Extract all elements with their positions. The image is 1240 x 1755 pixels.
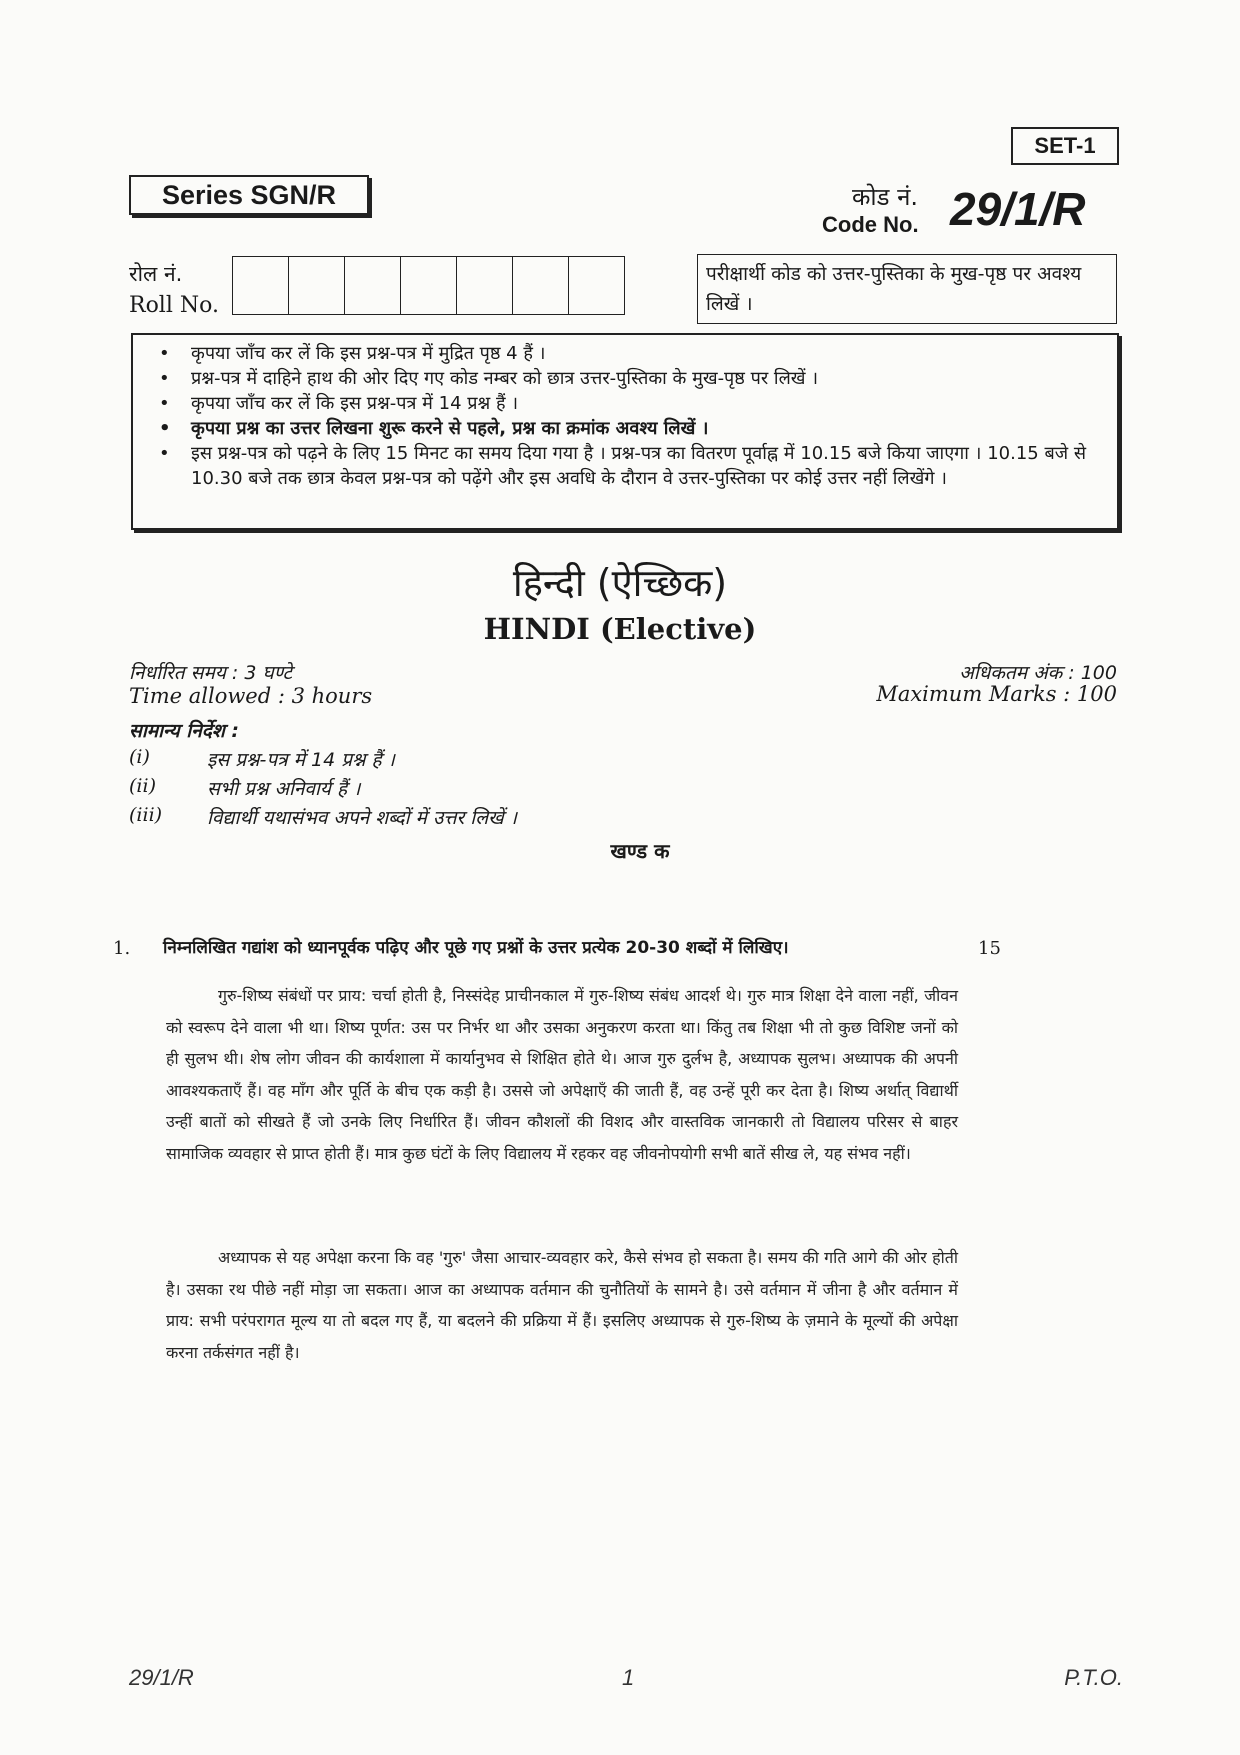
time-allowed-english: Time allowed : 3 hours: [129, 684, 373, 708]
general-instruction-number: (i): [129, 746, 150, 768]
general-instruction-item: [129, 775, 360, 801]
max-marks-hindi: अधिकतम अंक : 100: [959, 662, 1117, 684]
set-label: SET-1: [1011, 127, 1119, 165]
passage-paragraph-2: [166, 1242, 958, 1368]
question-number: 1.: [113, 938, 131, 959]
general-instruction-text: इस प्रश्न-पत्र में 14 प्रश्न हैं ।: [207, 749, 395, 771]
roll-digit-box[interactable]: [289, 257, 345, 314]
roll-digit-box[interactable]: [233, 257, 289, 314]
max-marks-english: Maximum Marks : 100: [876, 682, 1117, 706]
candidate-code-note: परीक्षार्थी कोड को उत्तर-पुस्तिका के मुख-पृष्ठ पर अवश्य लिखें ।: [697, 254, 1117, 324]
general-instruction-text: विद्यार्थी यथासंभव अपने शब्दों में उत्तर लिखें ।: [207, 807, 517, 829]
instructions-box: [131, 333, 1119, 530]
general-instruction-text: सभी प्रश्न अनिवार्य हैं ।: [207, 778, 361, 800]
time-allowed-hindi: निर्धारित समय : 3 घण्टे: [129, 662, 293, 684]
instructions-list: [147, 341, 1107, 491]
roll-label-hindi: रोल नं.: [129, 262, 183, 286]
general-instruction-item: [129, 746, 395, 772]
roll-digit-box[interactable]: [569, 257, 625, 314]
code-number: 29/1/R: [950, 183, 1086, 235]
instruction-item: • कृपया प्रश्न का उत्तर लिखना शुरू करने से पहले, प्रश्न का क्रमांक अवश्य लिखें ।: [147, 416, 1107, 441]
general-instructions-heading: सामान्य निर्देश :: [129, 720, 239, 742]
footer-pto: P.T.O.: [1064, 1665, 1123, 1690]
passage-paragraph-1: [166, 980, 958, 1169]
general-instruction-item: [129, 804, 517, 830]
footer-page-number: 1: [622, 1665, 635, 1690]
passage-text: अध्यापक से यह अपेक्षा करना कि वह 'गुरु' जैसा आचार-व्यवहार करे, कैसे संभव हो सकता है। समय की गति आगे की ओर होती है। उसका रथ पीछे नहीं मोड़ा जा सकता। आज का अध्यापक वर्तमान की चुनौतियों के सामने है। उसे वर्तमान में जीना है और वर्तमान में प्राय: सभी परंपरागत मूल्य या तो बदल गए हैं, या बदलने की प्रक्रिया में हैं। इसलिए अध्यापक से गुरु-शिष्य के ज़माने के मूल्यों की अपेक्षा करना तर्कसंगत नहीं है।: [166, 1248, 958, 1362]
passage-text: गुरु-शिष्य संबंधों पर प्राय: चर्चा होती है, निस्संदेह प्राचीनकाल में गुरु-शिष्य संबंध आदर्श थे। गुरु मात्र शिक्षा देने वाला नहीं, जीवन को स्वरूप देने वाला भी था। शिष्य पूर्णत: उस पर निर्भर था और उसका अनुकरण करता था। किंतु तब शिक्षा भी तो कुछ विशिष्ट जनों को ही सुलभ थी। शेष लोग जीवन की कार्यशाला में कार्यानुभव से शिक्षित होते थे। आज गुरु दुर्लभ है, अध्यापक सुलभ। अध्यापक की अपनी आवश्यकताएँ हैं। वह माँग और पूर्ति के बीच एक कड़ी है। उससे जो अपेक्षाएँ की जाती हैं, वह उन्हें पूरी कर देता है। शिष्य अर्थात् विद्यार्थी उन्हीं बातों को सीखते हैं जो उनके लिए निर्धारित हैं। जीवन कौशलों की विशद और वास्तविक जानकारी तो विद्यालय परिसर से बाहर सामाजिक व्यवहार से प्राप्त होती हैं। मात्र कुछ घंटों के लिए विद्यालय में रहकर वह जीवनोपयोगी सभी बातें सीख ले, यह संभव नहीं।: [166, 986, 958, 1163]
roll-digit-box[interactable]: [345, 257, 401, 314]
roll-digit-box[interactable]: [401, 257, 457, 314]
series-label: Series SGN/R: [129, 175, 369, 215]
subject-title-hindi: हिन्दी (ऐच्छिक): [512, 561, 728, 605]
instruction-item: • प्रश्न-पत्र में दाहिने हाथ की ओर दिए गए कोड नम्बर को छात्र उत्तर-पुस्तिका के मुख-पृष्ठ पर लिखें ।: [147, 366, 1107, 391]
roll-number-boxes[interactable]: [232, 256, 625, 315]
roll-label-english: Roll No.: [129, 293, 219, 318]
roll-digit-box[interactable]: [513, 257, 569, 314]
instruction-item: • कृपया जाँच कर लें कि इस प्रश्न-पत्र में 14 प्रश्न हैं ।: [147, 391, 1107, 416]
question-text: निम्नलिखित गद्यांश को ध्यानपूर्वक पढ़िए और पूछे गए प्रश्नों के उत्तर प्रत्येक 20-30 शब्दों में लिखिए।: [163, 938, 789, 958]
question-marks: 15: [978, 938, 1001, 959]
roll-digit-box[interactable]: [457, 257, 513, 314]
general-instruction-number: (iii): [129, 804, 163, 826]
footer-code: 29/1/R: [129, 1665, 194, 1690]
instruction-item: • इस प्रश्न-पत्र को पढ़ने के लिए 15 मिनट का समय दिया गया है । प्रश्न-पत्र का वितरण पूर्वाह्न में 10.15 बजे किया जाएगा । 10.15 बजे से 10.30 बजे तक छात्र केवल प्रश्न-पत्र को पढ़ेंगे और इस अवधि के दौरान वे उत्तर-पुस्तिका पर कोई उत्तर नहीं लिखेंगे ।: [147, 441, 1107, 491]
subject-title-english: HINDI (Elective): [483, 612, 757, 646]
section-heading: खण्ड क: [610, 839, 670, 863]
instruction-item: • कृपया जाँच कर लें कि इस प्रश्न-पत्र में मुद्रित पृष्ठ 4 हैं ।: [147, 341, 1107, 366]
general-instruction-number: (ii): [129, 775, 156, 797]
code-label-english: Code No.: [822, 212, 919, 237]
code-label-hindi: कोड नं.: [852, 183, 919, 211]
